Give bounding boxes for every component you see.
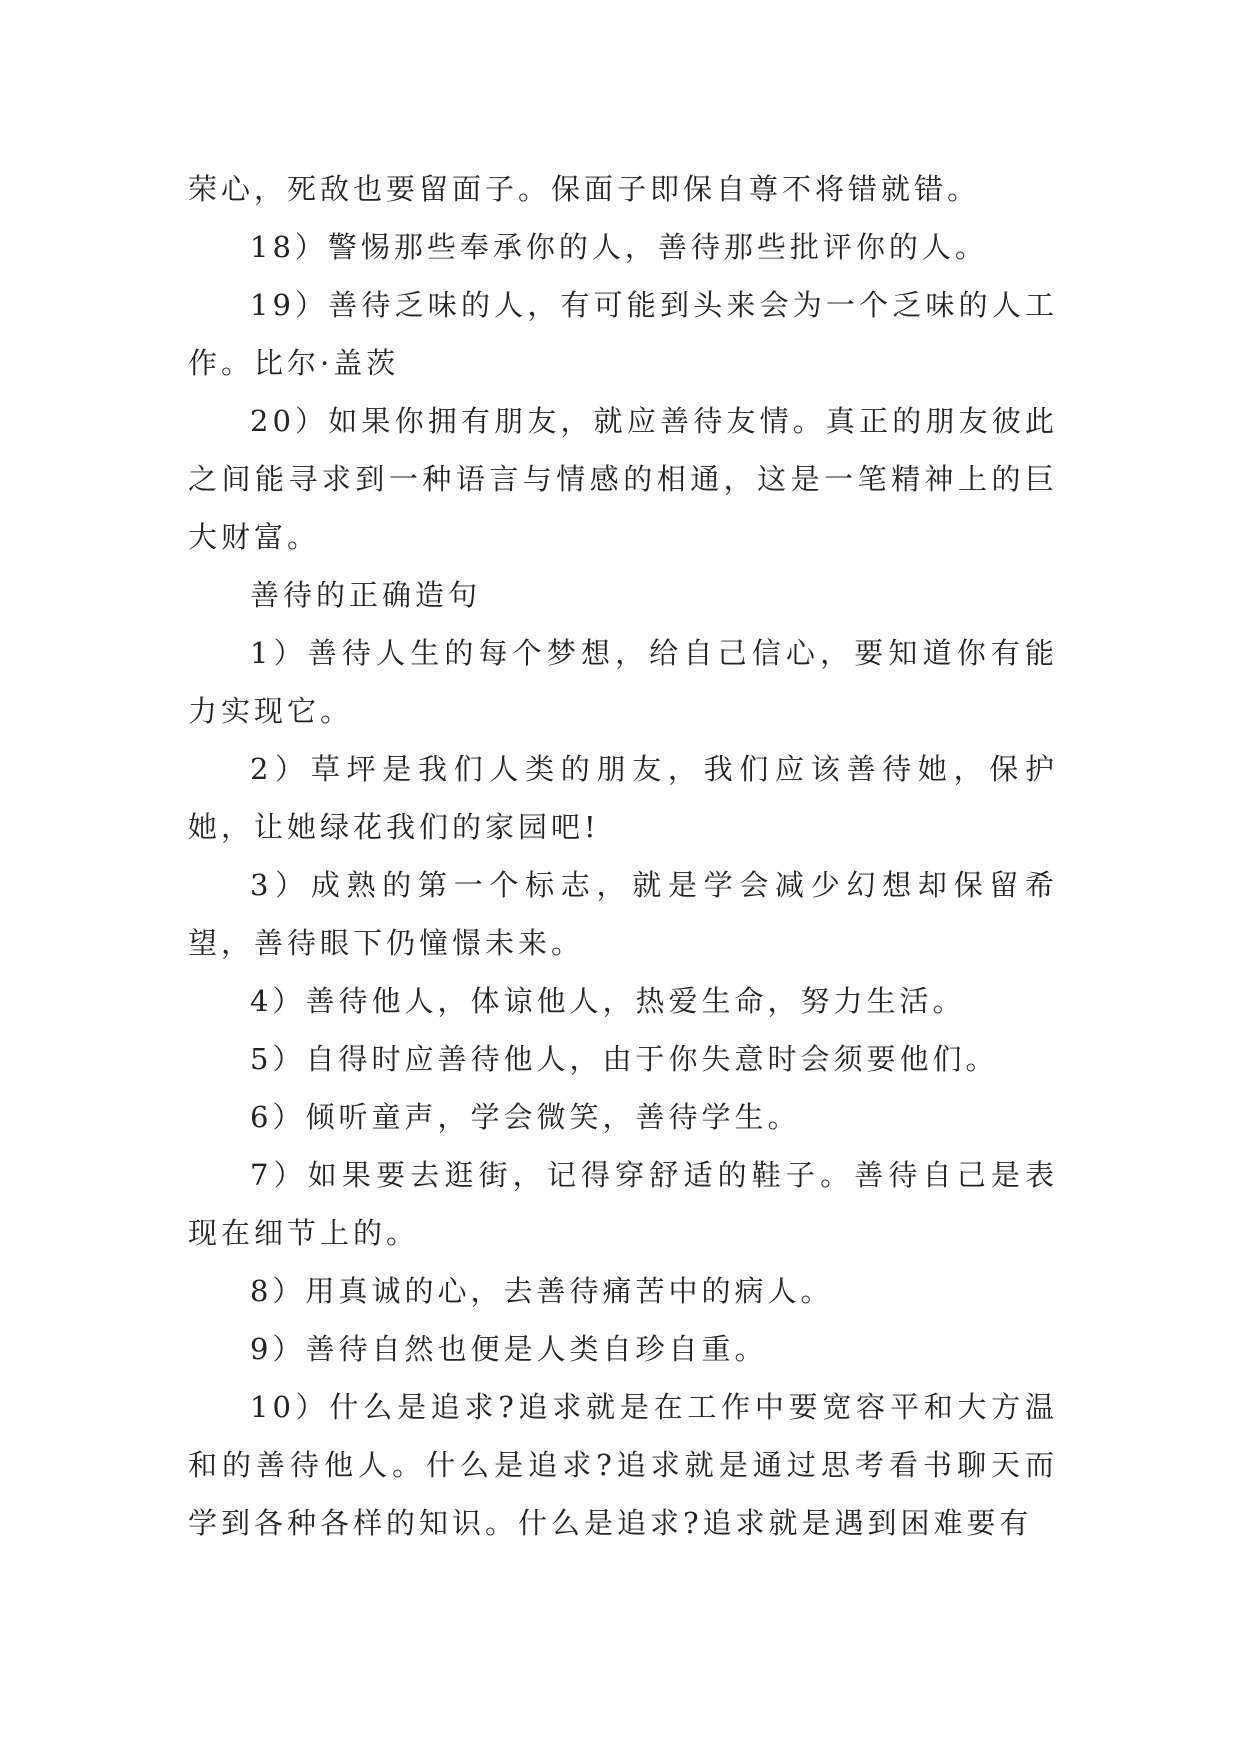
paragraph-item-4: 4）善待他人，体谅他人，热爱生命，努力生活。 <box>250 984 966 1018</box>
paragraph-item-8: 8）用真诚的心，去善待痛苦中的病人。 <box>250 1274 834 1308</box>
paragraph-item-20: 20）如果你拥有朋友，就应善待友情。真正的朋友彼此之间能寻求到一种语言与情感的相通，这是一笔精神上的巨大财富。 <box>188 404 1058 554</box>
paragraph-continuation: 荣心，死敌也要留面子。保面子即保自尊不将错就错。 <box>188 172 981 206</box>
paragraph-item-9: 9）善待自然也便是人类自珍自重。 <box>250 1332 768 1366</box>
section-heading: 善待的正确造句 <box>250 578 482 612</box>
document-body <box>188 160 1058 1552</box>
paragraph-item-10: 10）什么是追求?追求就是在工作中要宽容平和大方温和的善待他人。什么是追求?追求就是通过思考看书聊天而学到各种各样的知识。什么是追求?追求就是遇到困难要有 <box>188 1390 1058 1540</box>
paragraph-item-7: 7）如果要去逛街，记得穿舒适的鞋子。善待自己是表现在细节上的。 <box>188 1158 1058 1250</box>
paragraph-item-5: 5）自得时应善待他人，由于你失意时会须要他们。 <box>250 1042 999 1076</box>
paragraph-item-18: 18）警惕那些奉承你的人，善待那些批评你的人。 <box>250 230 988 264</box>
paragraph-item-1: 1）善待人生的每个梦想，给自己信心，要知道你有能力实现它。 <box>188 636 1058 728</box>
paragraph-item-3: 3）成熟的第一个标志，就是学会减少幻想却保留希望，善待眼下仍憧憬未来。 <box>188 868 1058 960</box>
paragraph-item-19: 19）善待乏味的人，有可能到头来会为一个乏味的人工作。比尔·盖茨 <box>188 288 1058 380</box>
paragraph-item-6: 6）倾听童声，学会微笑，善待学生。 <box>250 1100 801 1134</box>
paragraph-item-2: 2）草坪是我们人类的朋友，我们应该善待她，保护她，让她绿花我们的家园吧! <box>188 752 1058 844</box>
